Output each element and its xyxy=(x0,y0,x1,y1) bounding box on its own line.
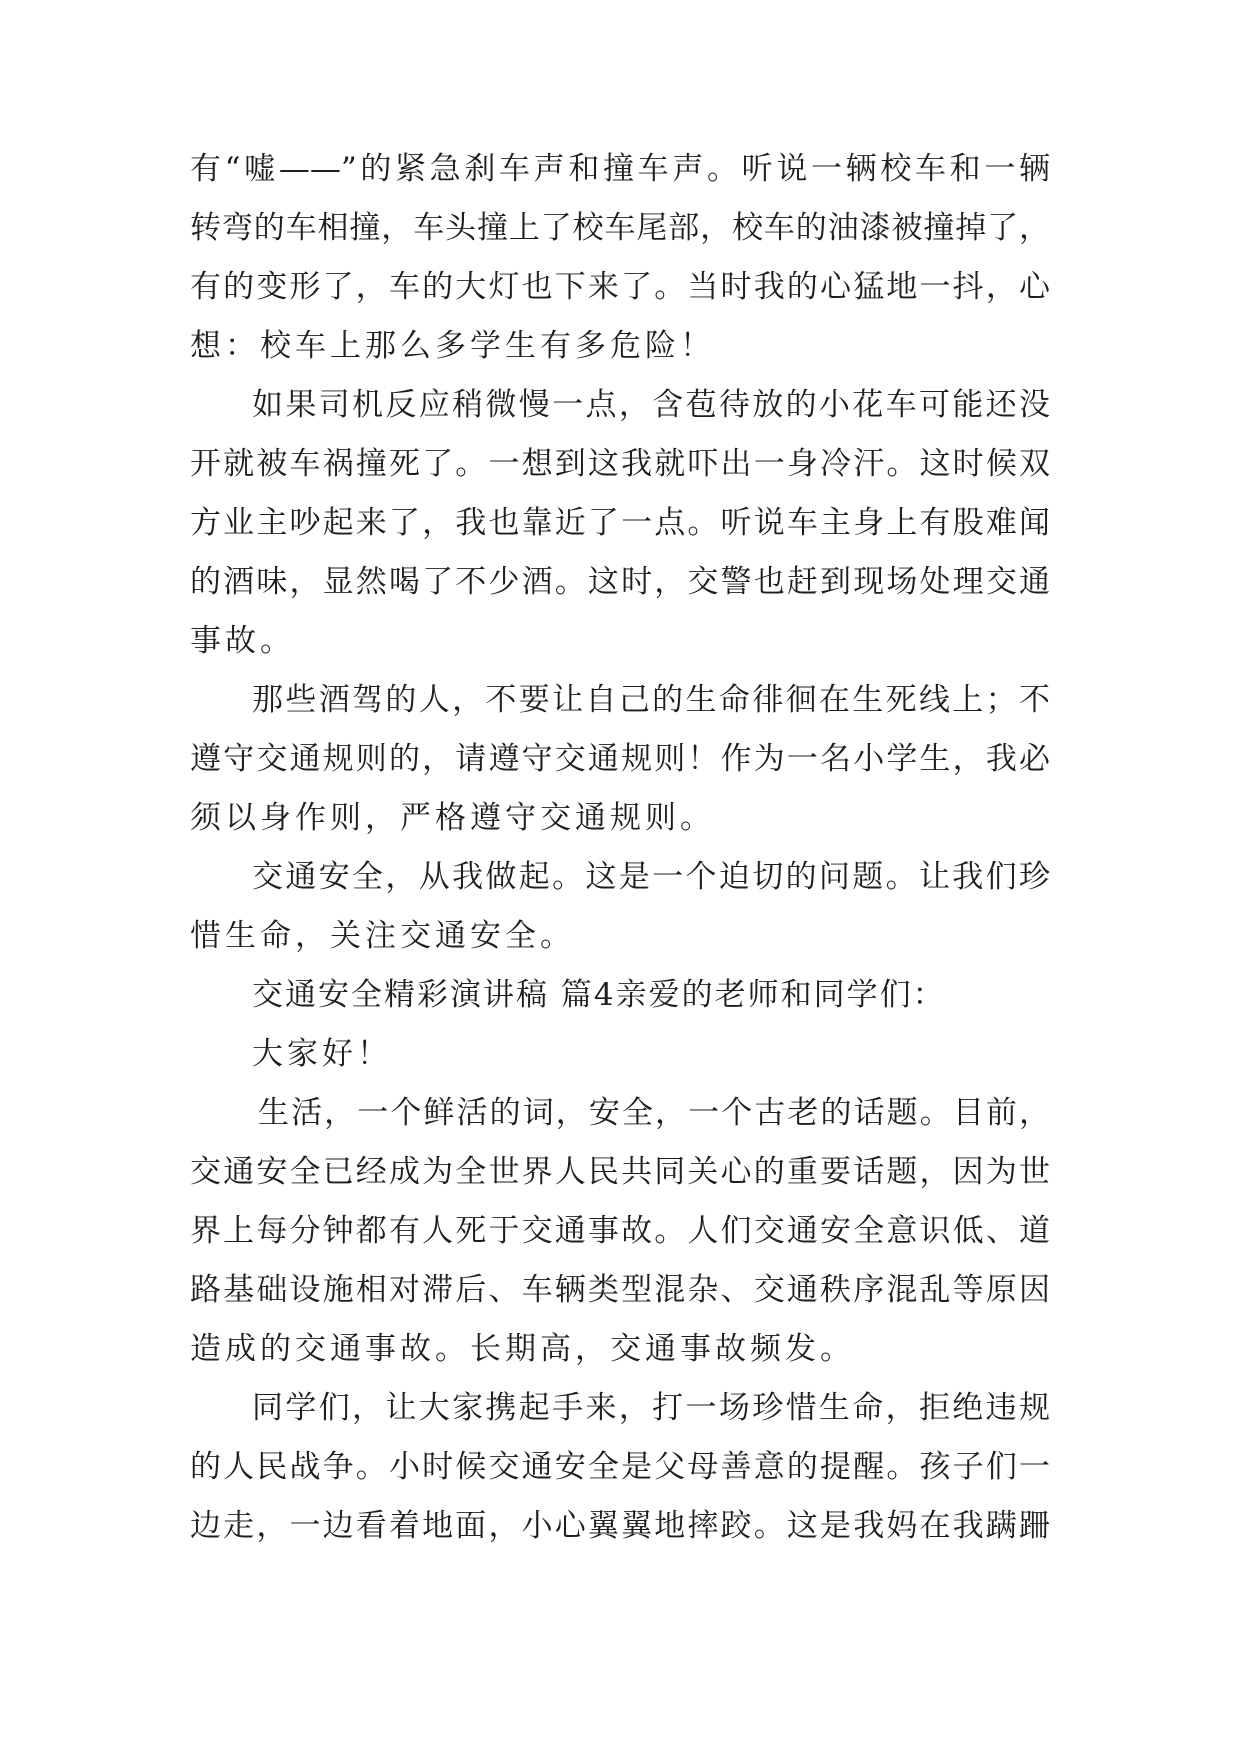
text-line: 的酒味，显然喝了不少酒。这时，交警也赶到现场处理交通 xyxy=(190,564,1050,600)
text-line: 交通安全已经成为全世界人民共同关心的重要话题，因为世 xyxy=(190,1154,1050,1190)
text-line: 方业主吵起来了，我也靠近了一点。听说车主身上有股难闻 xyxy=(190,505,1050,541)
paragraph-start-line: 生活，一个鲜活的词，安全，一个古老的话题。目前， xyxy=(258,1095,1050,1131)
document-body xyxy=(190,140,1050,1556)
paragraph-start-line: 交通安全，从我做起。这是一个迫切的问题。让我们珍 xyxy=(252,859,1050,895)
text-line: 的人民战争。小时候交通安全是父母善意的提醒。孩子们一 xyxy=(190,1449,1050,1485)
text-line: 有的变形了，车的大灯也下来了。当时我的心猛地一抖，心 xyxy=(190,269,1050,305)
paragraph-start-line: 同学们，让大家携起手来，打一场珍惜生命，拒绝违规 xyxy=(252,1390,1050,1426)
text-line: 造成的交通事故。长期高，交通事故频发。 xyxy=(190,1331,855,1367)
text-line: 界上每分钟都有人死于交通事故。人们交通安全意识低、道 xyxy=(190,1213,1050,1249)
section-heading-line: 交通安全精彩演讲稿 篇4亲爱的老师和同学们： xyxy=(252,977,946,1013)
greeting-line: 大家好！ xyxy=(252,1036,392,1072)
text-line: 有“嘘——”的紧急刹车声和撞车声。听说一辆校车和一辆 xyxy=(190,151,1050,187)
text-line: 边走，一边看着地面，小心翼翼地摔跤。这是我妈在我蹒跚 xyxy=(190,1508,1050,1544)
paragraph-start-line: 如果司机反应稍微慢一点，含苞待放的小花车可能还没 xyxy=(252,387,1050,423)
text-line: 开就被车祸撞死了。一想到这我就吓出一身冷汗。这时候双 xyxy=(190,446,1050,482)
text-line: 事故。 xyxy=(190,623,295,659)
text-line: 转弯的车相撞，车头撞上了校车尾部，校车的油漆被撞掉了， xyxy=(190,210,1050,246)
text-line: 须以身作则，严格遵守交通规则。 xyxy=(190,800,715,836)
paragraph-start-line: 那些酒驾的人，不要让自己的生命徘徊在生死线上；不 xyxy=(252,682,1050,718)
text-line: 遵守交通规则的，请遵守交通规则！作为一名小学生，我必 xyxy=(190,741,1050,777)
text-line: 路基础设施相对滞后、车辆类型混杂、交通秩序混乱等原因 xyxy=(190,1272,1050,1308)
text-line: 惜生命，关注交通安全。 xyxy=(190,918,575,954)
text-line: 想：校车上那么多学生有多危险！ xyxy=(190,328,715,364)
